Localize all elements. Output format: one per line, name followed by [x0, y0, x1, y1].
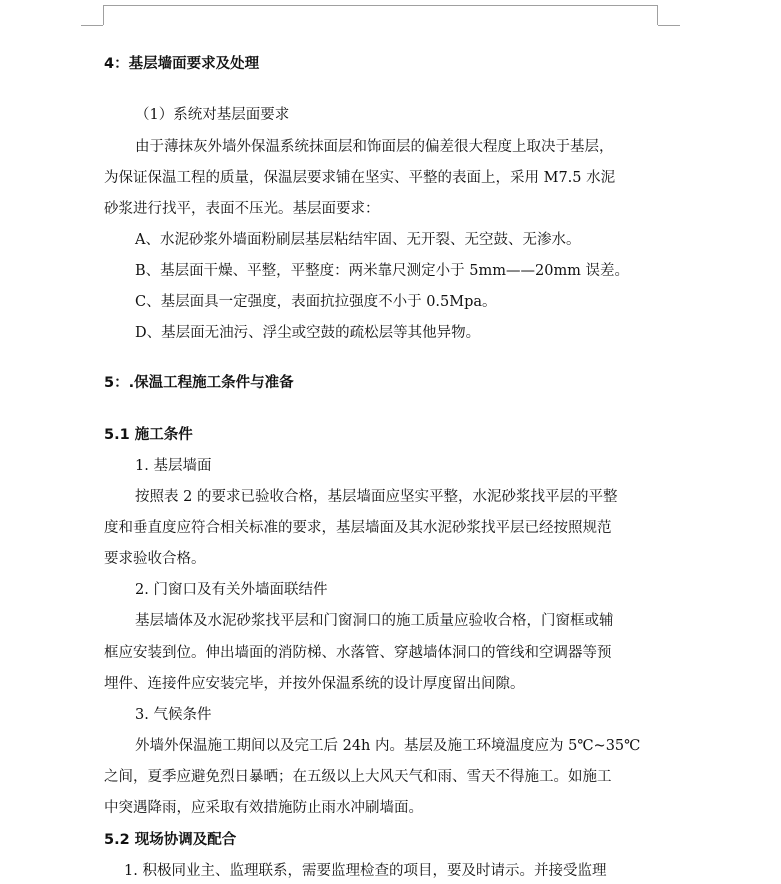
paragraph-line: 要求验收合格。 [104, 551, 206, 567]
requirement-a: A、水泥砂浆外墙面粉刷层基层粘结牢固、无开裂、无空鼓、无渗水。 [135, 232, 581, 248]
requirement-b: B、基层面干燥、平整，平整度：两米靠尺测定小于 5mm——20mm 误差。 [135, 263, 630, 279]
paragraph-line: 1. 积极同业主、监理联系，需要监理检查的项目，要及时请示。并接受监理 [124, 863, 607, 879]
paragraph-line: 由于薄抹灰外墙外保温系统抹面层和饰面层的偏差很大程度上取决于基层， [135, 139, 614, 155]
paragraph-line: 中突遇降雨，应采取有效措施防止雨水冲刷墙面。 [104, 800, 423, 816]
page-left-corner [103, 5, 104, 25]
requirement-c: C、基层面具一定强度，表面抗拉强度不小于 0.5Mpa。 [135, 294, 497, 310]
section-5-heading: 5：.保温工程施工条件与准备 [104, 375, 294, 391]
paragraph-line: 砂浆进行找平，表面不压光。基层面要求： [104, 201, 380, 217]
item-2-title: 2. 门窗口及有关外墙面联结件 [135, 582, 328, 598]
page-top-edge [103, 5, 658, 6]
paragraph-line: 之间，夏季应避免烈日暴晒；在五级以上大风天气和雨、雪天不得施工。如施工 [104, 769, 612, 785]
subsection-1-title: （1）系统对基层面要求 [135, 107, 290, 123]
right-margin-mark [658, 25, 680, 26]
paragraph-line: 为保证保温工程的质量，保温层要求铺在坚实、平整的表面上，采用 M7.5 水泥 [104, 170, 616, 186]
section-5-1-heading: 5.1 施工条件 [104, 427, 193, 443]
requirement-d: D、基层面无油污、浮尘或空鼓的疏松层等其他异物。 [135, 325, 481, 341]
paragraph-line: 框应安装到位。伸出墙面的消防梯、水落管、穿越墙体洞口的管线和空调器等预 [104, 645, 612, 661]
section-5-2-heading: 5.2 现场协调及配合 [104, 832, 237, 848]
paragraph-line: 度和垂直度应符合相关标准的要求，基层墙面及其水泥砂浆找平层已经按照规范 [104, 520, 612, 536]
section-4-heading: 4：基层墙面要求及处理 [104, 56, 260, 72]
item-3-title: 3. 气候条件 [135, 707, 212, 723]
paragraph-line: 基层墙体及水泥砂浆找平层和门窗洞口的施工质量应验收合格，门窗框或辅 [135, 613, 614, 629]
left-margin-mark [81, 25, 103, 26]
page-right-corner [657, 5, 658, 25]
paragraph-line: 埋件、连接件应安装完毕，并按外保温系统的设计厚度留出间隙。 [104, 676, 525, 692]
paragraph-line: 按照表 2 的要求已验收合格，基层墙面应坚实平整，水泥砂浆找平层的平整 [135, 489, 618, 505]
item-1-title: 1. 基层墙面 [135, 458, 212, 474]
paragraph-line: 外墙外保温施工期间以及完工后 24h 内。基层及施工环境温度应为 5℃~35℃ [135, 738, 641, 754]
